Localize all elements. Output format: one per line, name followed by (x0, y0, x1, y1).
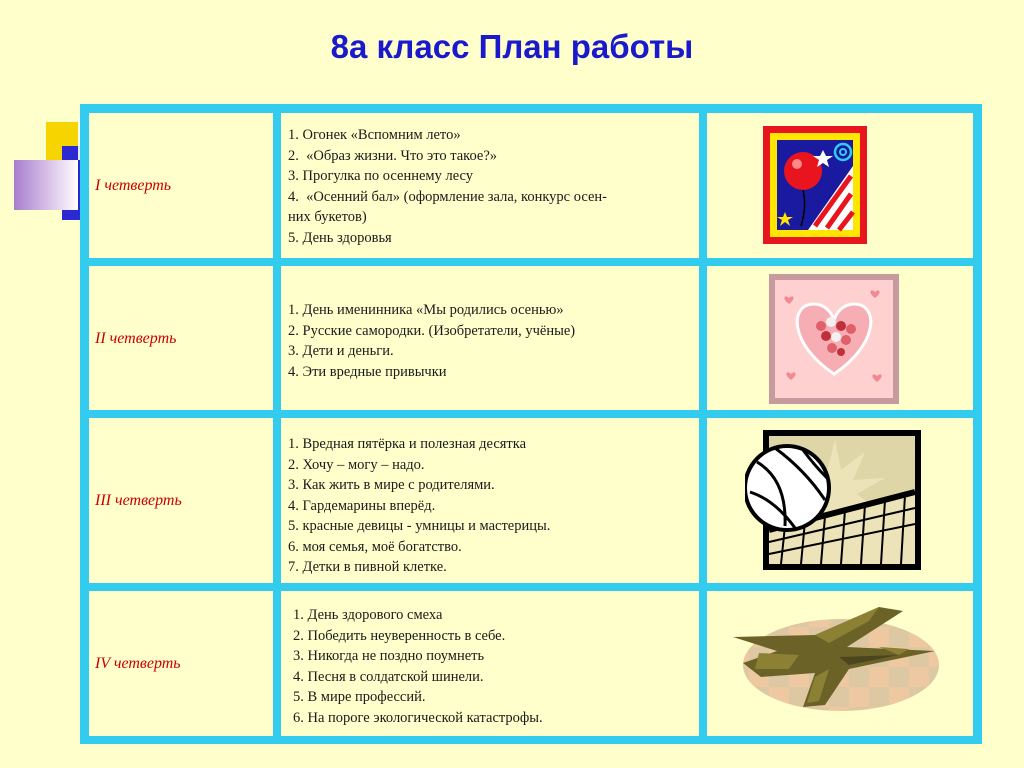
list-item: 6. На пороге экологической катастрофы. (293, 709, 543, 726)
list-item: 1. Вредная пятёрка и полезная десятка (288, 436, 527, 452)
list-item: 5. День здоровья (288, 229, 392, 246)
plan-list (288, 300, 575, 382)
picture-cell (707, 591, 973, 736)
military-jet-icon (729, 607, 941, 717)
heart-card-icon (769, 274, 899, 404)
list-item: 3. Прогулка по осеннему лесу (288, 168, 473, 184)
quarter-label: III четверть (95, 492, 182, 509)
list-item: 4. «Осенний бал» (оформление зала, конкурс осен- (288, 188, 607, 205)
list-item: 2. Хочу – могу – надо. (288, 456, 425, 473)
list-item: 4. Гардемарины вперёд. (288, 497, 436, 514)
quarter-cell (89, 418, 273, 583)
picture-cell (707, 418, 973, 583)
list-item: них букетов) (288, 209, 367, 225)
picture-cell (707, 113, 973, 258)
plan-list (293, 605, 543, 728)
list-item: 3. Дети и деньги. (288, 343, 394, 359)
balloon-party-icon (763, 126, 867, 244)
list-item: 4. Эти вредные привычки (288, 363, 447, 380)
list-item: 4. Песня в солдатской шинели. (293, 668, 484, 685)
picture-cell (707, 266, 973, 410)
list-item: 6. моя семья, моё богатство. (288, 538, 462, 555)
plan-cell (281, 266, 699, 410)
list-item: 2. «Образ жизни. Что это такое?» (288, 147, 498, 164)
quarter-cell (89, 591, 273, 736)
quarter-label: I четверть (95, 177, 172, 194)
plan-cell (281, 113, 699, 258)
volleyball-icon (745, 430, 923, 572)
plan-table (80, 104, 982, 744)
list-item: 5. В мире профессий. (293, 689, 426, 705)
plan-list (288, 125, 688, 248)
list-item: 7. Детки в пивной клетке. (288, 559, 447, 575)
plan-cell (281, 418, 699, 583)
list-item: 1. День именинника «Мы родились осенью» (288, 302, 564, 318)
list-item: 3. Как жить в мире с родителями. (288, 477, 495, 493)
list-item: 2. Победить неуверенность в себе. (293, 627, 506, 644)
quarter-label: IV четверть (95, 655, 181, 672)
list-item: 5. красные девицы - умницы и мастерицы. (288, 518, 551, 534)
quarter-cell (89, 113, 273, 258)
list-item: 3. Никогда не поздно поумнеть (293, 648, 485, 664)
list-item: 2. Русские самородки. (Изобретатели, учёные) (288, 322, 576, 339)
list-item: 1. День здорового смеха (293, 607, 443, 623)
plan-cell (281, 591, 699, 736)
quarter-cell (89, 266, 273, 410)
quarter-label: II четверть (95, 330, 177, 347)
page-title: 8а класс План работы (330, 28, 694, 65)
plan-list (288, 434, 550, 578)
decor-gradient-block (14, 160, 78, 210)
list-item: 1. Огонек «Вспомним лето» (288, 127, 461, 143)
